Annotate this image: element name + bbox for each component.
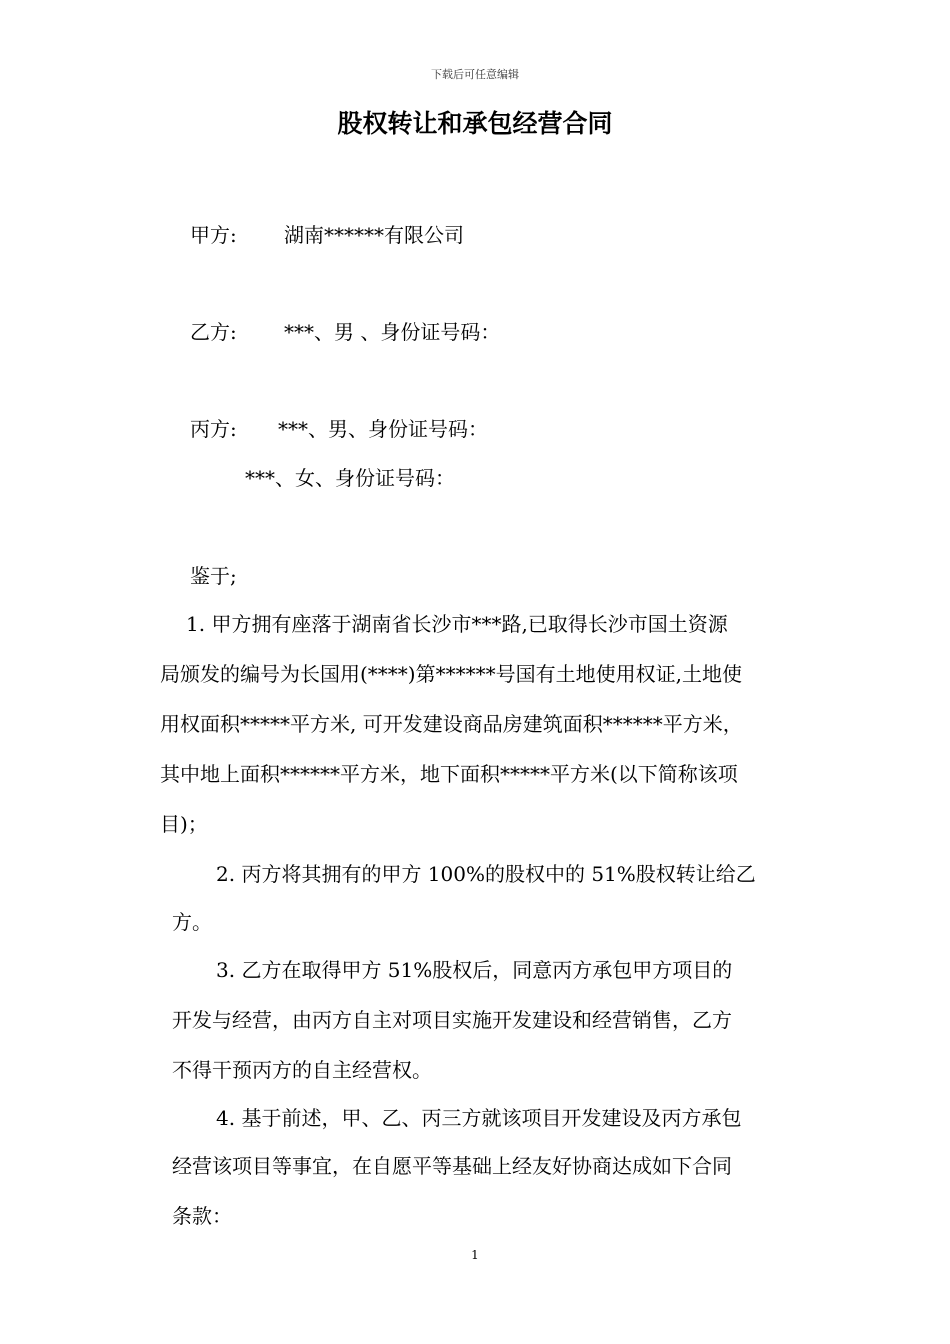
whereas-heading: 鉴于; (190, 564, 237, 588)
document-title: 股权转让和承包经营合同 (337, 109, 613, 138)
clause-4-line: 经营该项目等事宜，在自愿平等基础上经友好协商达成如下合同 (172, 1154, 732, 1178)
party-a-label: 甲方: (190, 223, 237, 247)
clause-3-line: 开发与经营，由丙方自主对项目实施开发建设和经营销售，乙方 (172, 1008, 732, 1032)
party-b-value: ***、男 、身份证号码： (284, 320, 501, 344)
clause-4-line: 4. 基于前述，甲、乙、丙三方就该项目开发建设及丙方承包 (216, 1106, 742, 1130)
party-c-label: 丙方: (190, 417, 237, 441)
clause-1-line: 1. 甲方拥有座落于湖南省长沙市***路,已取得长沙市国土资源 (186, 612, 728, 636)
party-c-value: ***、男、身份证号码： (278, 417, 488, 441)
party-a-value: 湖南******有限公司 (284, 223, 464, 247)
party-b-label: 乙方: (190, 320, 237, 344)
clause-1-line: 目)； (160, 812, 208, 836)
clause-2-line: 2. 丙方将其拥有的甲方 100%的股权中的 51%股权转让给乙 (216, 862, 756, 886)
header-note: 下载后可任意编辑 (431, 68, 519, 81)
clause-1-line: 其中地上面积******平方米，地下面积*****平方米(以下简称该项 (160, 762, 738, 786)
clause-2-line: 方。 (172, 910, 212, 934)
clause-3-line: 不得干预丙方的自主经营权。 (172, 1058, 432, 1082)
clause-4-line: 条款： (172, 1204, 232, 1228)
clause-3-line: 3. 乙方在取得甲方 51%股权后，同意丙方承包甲方项目的 (216, 958, 733, 982)
page-number: 1 (471, 1248, 479, 1262)
clause-1-line: 局颁发的编号为长国用(****)第******号国有土地使用权证,土地使 (160, 662, 742, 686)
party-c-second-person: ***、女、身份证号码： (245, 466, 455, 490)
clause-1-line: 用权面积*****平方米, 可开发建设商品房建筑面积******平方米， (160, 712, 743, 736)
